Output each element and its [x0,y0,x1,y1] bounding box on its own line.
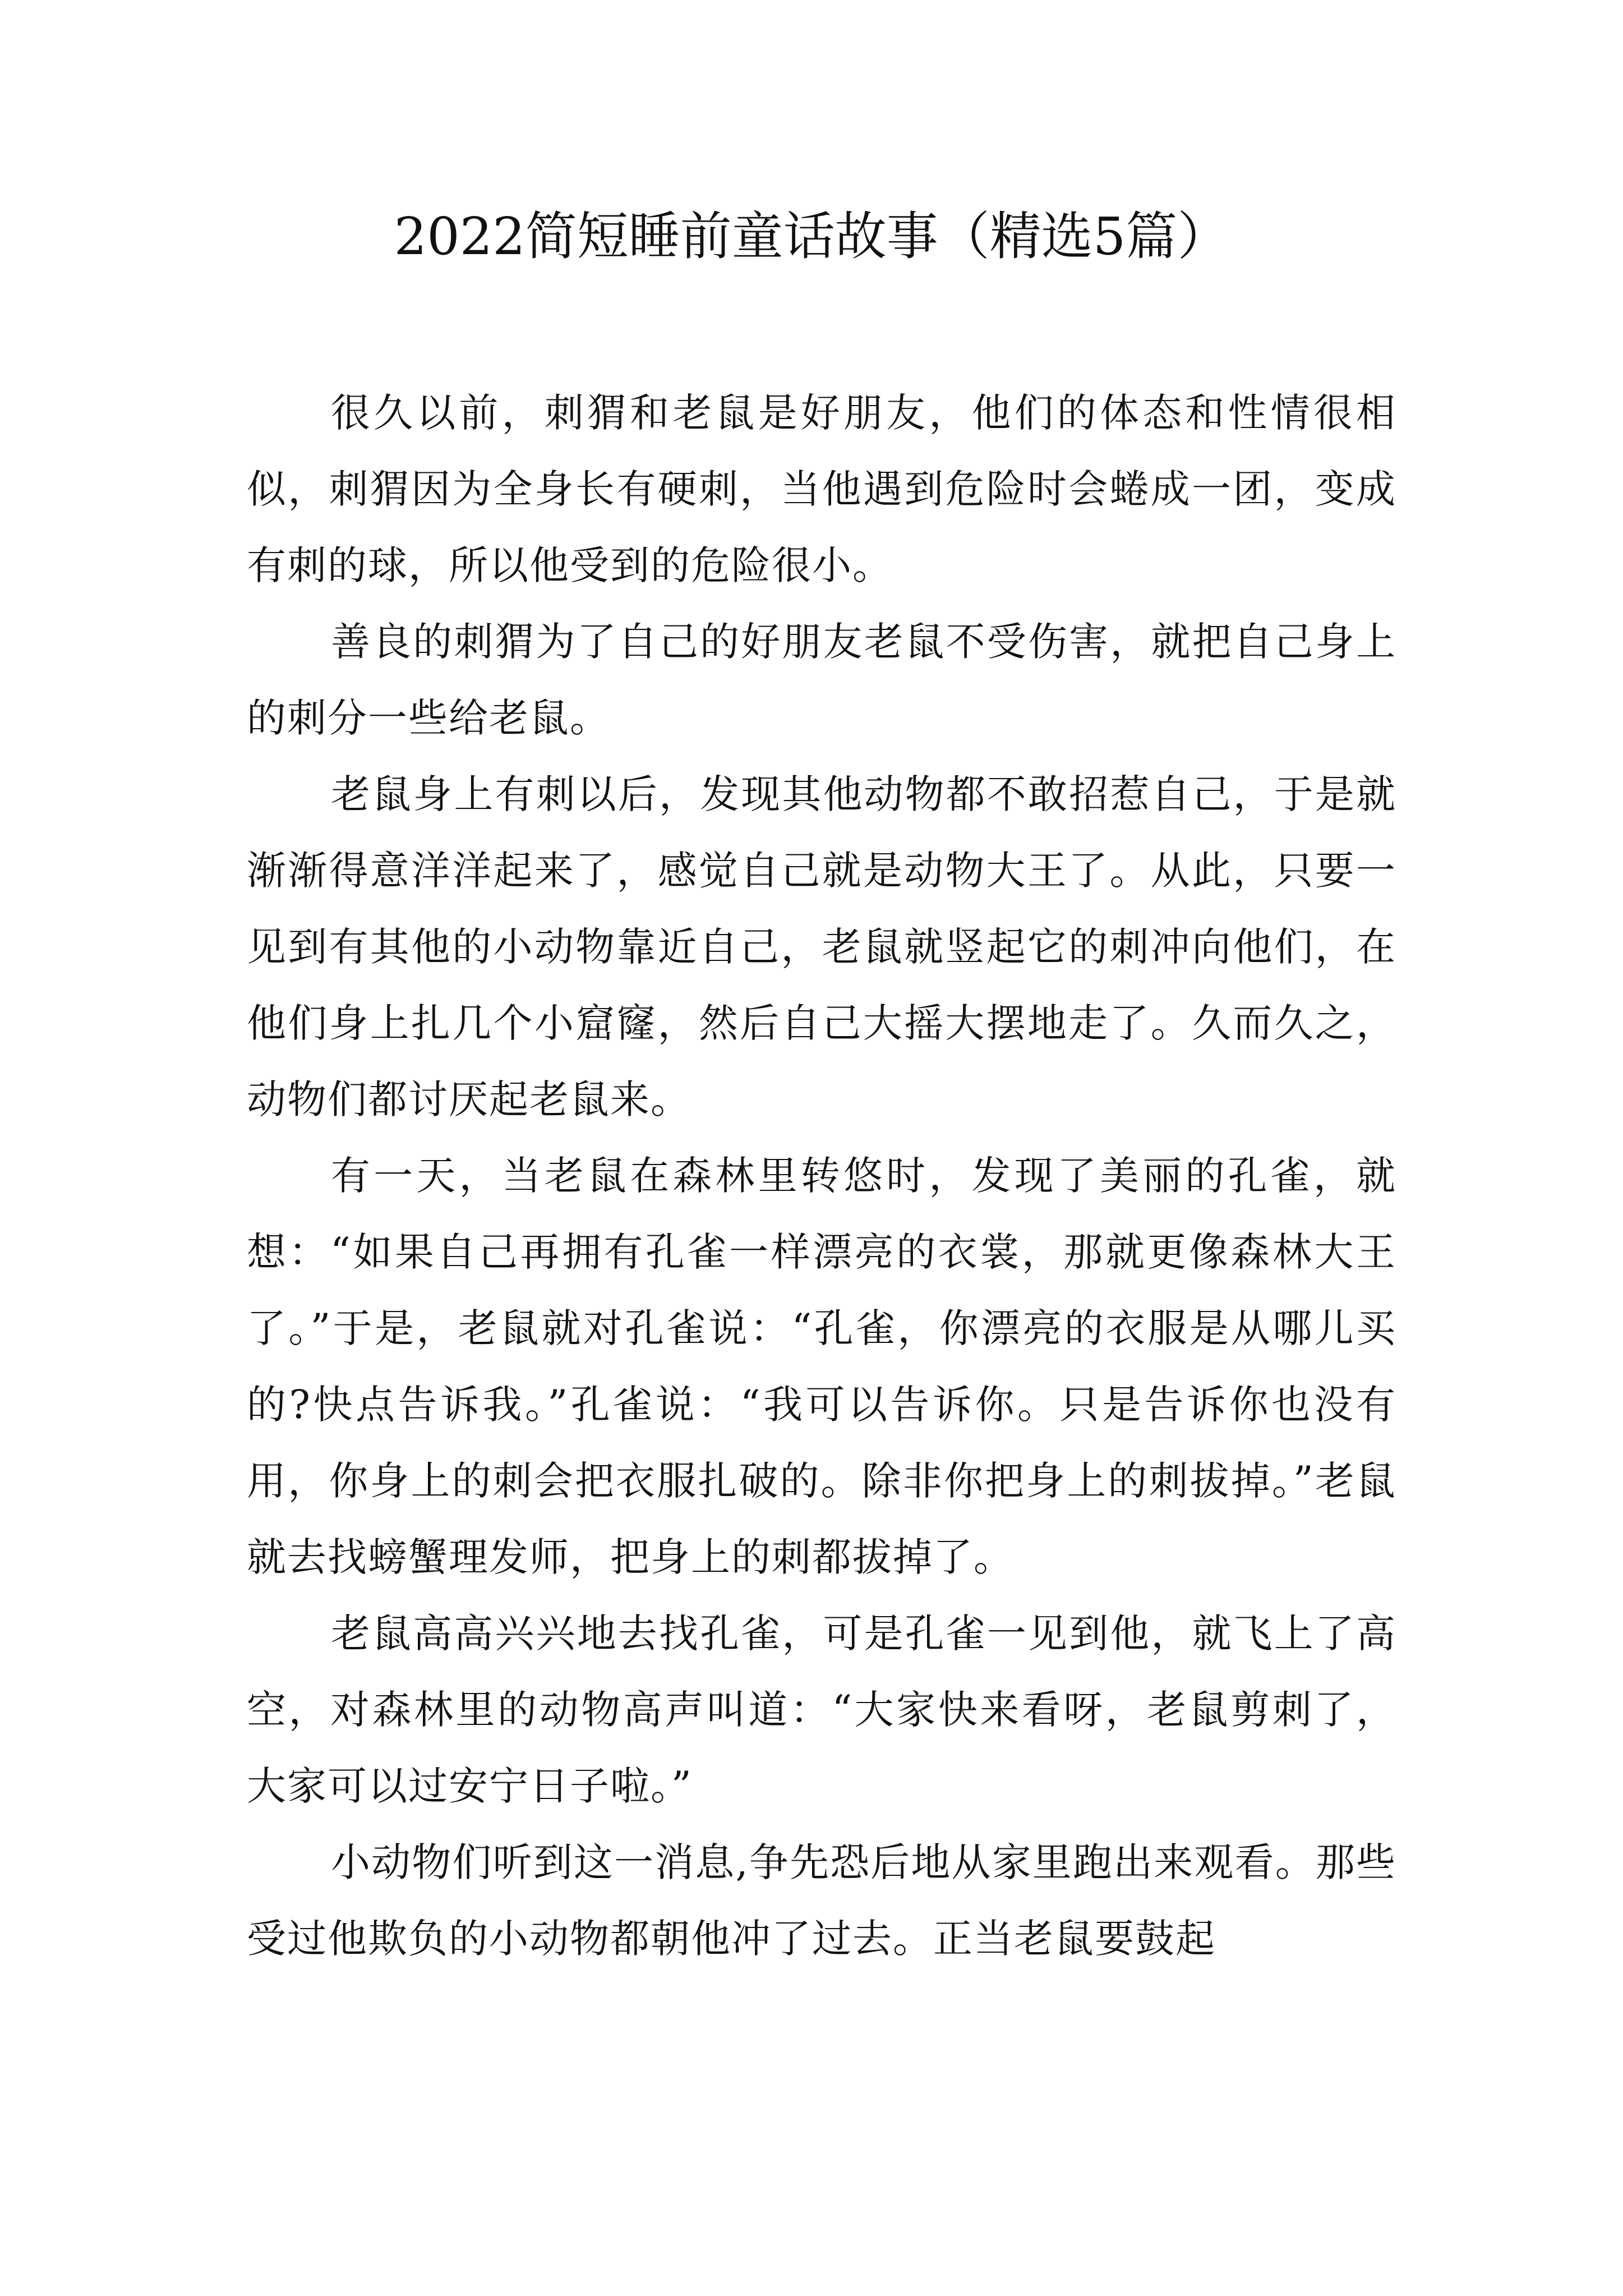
paragraph-6: 小动物们听到这一消息,争先恐后地从家里跑出来观看。那些受过他欺负的小动物都朝他冲了过去。正当老鼠要鼓起 [247,1839,1396,1962]
document-title: 2022简短睡前童话故事（精选5篇） [394,206,1229,266]
paragraph-2: 善良的刺猬为了自己的好朋友老鼠不受伤害，就把自己身上的刺分一些给老鼠。 [247,619,1396,741]
document-body [247,375,1396,1977]
paragraph-4: 有一天，当老鼠在森林里转悠时，发现了美丽的孔雀，就想：“如果自己再拥有孔雀一样漂亮的衣裳，那就更像森林大王了。”于是，老鼠就对孔雀说：“孔雀，你漂亮的衣服是从哪儿买的?快点告诉我。”孔雀说：“我可以告诉你。只是告诉你也没有用，你身上的刺会把衣服扎破的。除非你把身上的刺拔掉。”老鼠就去找螃蟹理发师，把身上的刺都拔掉了。 [247,1153,1396,1580]
paragraph-5: 老鼠高高兴兴地去找孔雀，可是孔雀一见到他，就飞上了高空，对森林里的动物高声叫道：“大家快来看呀，老鼠剪刺了，大家可以过安宁日子啦。” [247,1611,1396,1809]
paragraph-3: 老鼠身上有刺以后，发现其他动物都不敢招惹自己，于是就渐渐得意洋洋起来了，感觉自己就是动物大王了。从此，只要一见到有其他的小动物靠近自己，老鼠就竖起它的刺冲向他们，在他们身上扎几个小窟窿，然后自己大摇大摆地走了。久而久之，动物们都讨厌起老鼠来。 [247,771,1396,1122]
paragraph-1: 很久以前，刺猬和老鼠是好朋友，他们的体态和性情很相似，刺猬因为全身长有硬刺，当他遇到危险时会蜷成一团，变成有刺的球，所以他受到的危险很小。 [247,390,1396,588]
